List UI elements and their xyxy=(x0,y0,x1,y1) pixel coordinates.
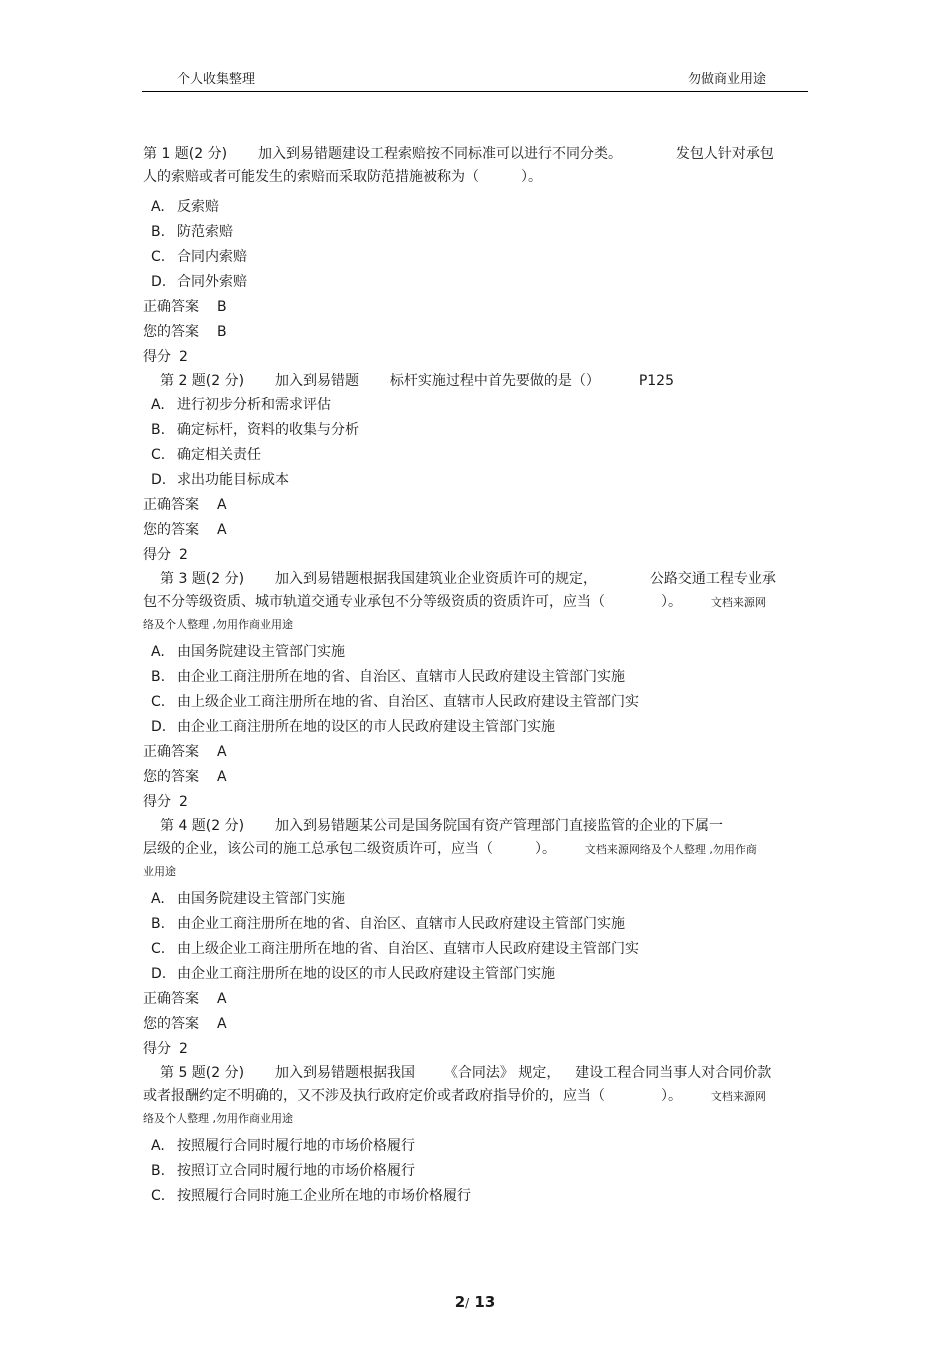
question-text: 《合同法》 规定， xyxy=(443,1065,561,1081)
your-answer-label: 您的答案 xyxy=(143,324,199,340)
option-letter: C. xyxy=(151,694,166,710)
your-answer-label: 您的答案 xyxy=(143,522,199,538)
page-reference: P125 xyxy=(638,373,674,389)
option-letter: C. xyxy=(151,249,166,265)
page-number xyxy=(0,1293,950,1311)
header-left-text: 个人收集整理 xyxy=(177,72,256,87)
option-a[interactable] xyxy=(143,640,808,665)
your-answer-label: 您的答案 xyxy=(143,1016,199,1032)
option-b[interactable] xyxy=(143,220,808,245)
your-answer-row xyxy=(143,320,808,345)
correct-answer-label: 正确答案 xyxy=(143,744,199,760)
option-letter: A. xyxy=(151,199,165,215)
total-pages: 13 xyxy=(474,1293,496,1311)
correct-answer-row xyxy=(143,295,808,320)
question-text: 建设工程合同当事人对合同价款 xyxy=(575,1065,772,1081)
correct-answer-value: A xyxy=(217,497,227,513)
option-b[interactable] xyxy=(143,1159,808,1184)
question-head xyxy=(143,1062,808,1085)
option-a[interactable] xyxy=(143,887,808,912)
correct-answer-row xyxy=(143,740,808,765)
your-answer-row xyxy=(143,765,808,790)
option-letter: C. xyxy=(151,941,166,957)
question-text-cont xyxy=(143,838,808,861)
option-c[interactable] xyxy=(143,443,808,468)
question-text: 或者报酬约定不明确的，又不涉及执行政府定价或者政府指导价的，应当（ ）。 xyxy=(143,1088,682,1104)
your-answer-row xyxy=(143,1012,808,1037)
current-page: 2 xyxy=(454,1293,466,1311)
option-letter: A. xyxy=(151,891,165,907)
option-letter: A. xyxy=(151,644,165,660)
question-text: 加入到易错题某公司是国务院国有资产管理部门直接监管的企业的下属一 xyxy=(275,818,723,834)
option-letter: A. xyxy=(151,1138,165,1154)
page-separator: / xyxy=(465,1296,470,1310)
option-text: 由国务院建设主管部门实施 xyxy=(177,891,345,907)
option-letter: B. xyxy=(151,224,166,240)
option-a[interactable] xyxy=(143,195,808,220)
option-letter: D. xyxy=(151,472,167,488)
score-label: 得分 xyxy=(143,547,171,563)
question-text: 包不分等级资质、城市轨道交通专业承包不分等级资质的资质许可，应当（ ）。 xyxy=(143,594,682,610)
header-right-text: 勿做商业用途 xyxy=(688,72,767,87)
correct-answer-value: A xyxy=(217,991,227,1007)
score-value: 2 xyxy=(179,1041,188,1057)
correct-answer-row xyxy=(143,493,808,518)
option-text: 由企业工商注册所在地的省、自治区、直辖市人民政府建设主管部门实施 xyxy=(177,669,625,685)
your-answer-row xyxy=(143,518,808,543)
option-d[interactable] xyxy=(143,962,808,987)
option-letter: B. xyxy=(151,669,166,685)
question-text-cont xyxy=(143,591,808,614)
option-a[interactable] xyxy=(143,393,808,418)
question-list xyxy=(143,143,808,1209)
option-text: 求出功能目标成本 xyxy=(177,472,289,488)
option-text: 由企业工商注册所在地的设区的市人民政府建设主管部门实施 xyxy=(177,966,555,982)
score-row xyxy=(143,543,808,568)
question-3 xyxy=(143,568,808,815)
score-value: 2 xyxy=(179,794,188,810)
question-head xyxy=(143,370,808,393)
question-text: 加入到易错题 xyxy=(275,373,359,389)
source-note: 文档来源网 xyxy=(710,1090,766,1103)
score-label: 得分 xyxy=(143,794,171,810)
your-answer-value: A xyxy=(217,522,227,538)
option-text: 合同外索赔 xyxy=(177,274,247,290)
your-answer-value: A xyxy=(217,769,227,785)
option-letter: A. xyxy=(151,397,165,413)
option-text: 合同内索赔 xyxy=(177,249,247,265)
score-label: 得分 xyxy=(143,1041,171,1057)
question-head xyxy=(143,568,808,591)
score-value: 2 xyxy=(179,349,188,365)
question-number: 第 5 题(2 分) xyxy=(160,1065,245,1081)
question-5 xyxy=(143,1062,808,1209)
header-divider xyxy=(142,91,808,92)
option-c[interactable] xyxy=(143,1184,808,1209)
option-text: 按照订立合同时履行地的市场价格履行 xyxy=(177,1163,415,1179)
your-answer-label: 您的答案 xyxy=(143,769,199,785)
option-text: 确定标杆，资料的收集与分析 xyxy=(177,422,359,438)
option-d[interactable] xyxy=(143,270,808,295)
question-1 xyxy=(143,143,808,370)
option-c[interactable] xyxy=(143,690,808,715)
score-label: 得分 xyxy=(143,349,171,365)
option-letter: B. xyxy=(151,1163,166,1179)
option-letter: D. xyxy=(151,966,167,982)
question-4 xyxy=(143,815,808,1062)
question-number: 第 2 题(2 分) xyxy=(160,373,245,389)
correct-answer-label: 正确答案 xyxy=(143,299,199,315)
question-text: 标杆实施过程中首先要做的是（） xyxy=(389,373,600,389)
score-row xyxy=(143,790,808,815)
question-number: 第 3 题(2 分) xyxy=(160,571,245,587)
score-row xyxy=(143,1037,808,1062)
option-text: 进行初步分析和需求评估 xyxy=(177,397,331,413)
option-text: 由上级企业工商注册所在地的省、自治区、直辖市人民政府建设主管部门实 xyxy=(177,941,639,957)
option-b[interactable] xyxy=(143,418,808,443)
score-value: 2 xyxy=(179,547,188,563)
your-answer-value: B xyxy=(217,324,227,340)
question-text: 公路交通工程专业承 xyxy=(649,571,776,587)
correct-answer-label: 正确答案 xyxy=(143,991,199,1007)
option-c[interactable] xyxy=(143,937,808,962)
option-letter: B. xyxy=(151,422,166,438)
question-head xyxy=(143,143,808,166)
option-text: 反索赔 xyxy=(177,199,219,215)
option-text: 由上级企业工商注册所在地的省、自治区、直辖市人民政府建设主管部门实 xyxy=(177,694,639,710)
option-text: 按照履行合同时履行地的市场价格履行 xyxy=(177,1138,415,1154)
option-letter: C. xyxy=(151,1188,166,1204)
source-note-cont: 业用途 xyxy=(143,865,176,878)
option-d[interactable] xyxy=(143,468,808,493)
option-letter: D. xyxy=(151,274,167,290)
source-note-cont: 络及个人整理 ,勿用作商业用途 xyxy=(143,1112,293,1125)
question-number: 第 4 题(2 分) xyxy=(160,818,245,834)
question-text: 发包人针对承包 xyxy=(675,146,774,162)
question-text: 加入到易错题根据我国建筑业企业资质许可的规定， xyxy=(275,571,597,587)
source-note: 文档来源网络及个人整理 ,勿用作商 xyxy=(584,843,757,856)
option-text: 按照履行合同时施工企业所在地的市场价格履行 xyxy=(177,1188,471,1204)
question-text-cont xyxy=(143,1085,808,1108)
question-text: 层级的企业，该公司的施工总承包二级资质许可，应当（ ）。 xyxy=(143,841,556,857)
question-2 xyxy=(143,370,808,568)
correct-answer-row xyxy=(143,987,808,1012)
correct-answer-value: A xyxy=(217,744,227,760)
option-text: 防范索赔 xyxy=(177,224,233,240)
option-a[interactable] xyxy=(143,1134,808,1159)
correct-answer-value: B xyxy=(217,299,227,315)
option-letter: D. xyxy=(151,719,167,735)
question-head xyxy=(143,815,808,838)
option-b[interactable] xyxy=(143,665,808,690)
option-c[interactable] xyxy=(143,245,808,270)
correct-answer-label: 正确答案 xyxy=(143,497,199,513)
question-text: 加入到易错题建设工程索赔按不同标准可以进行不同分类。 xyxy=(258,146,622,162)
option-b[interactable] xyxy=(143,912,808,937)
source-note: 文档来源网 xyxy=(710,596,766,609)
option-letter: B. xyxy=(151,916,166,932)
score-row xyxy=(143,345,808,370)
option-text: 由企业工商注册所在地的设区的市人民政府建设主管部门实施 xyxy=(177,719,555,735)
question-text-cont: 人的索赔或者可能发生的索赔而采取防范措施被称为（ ）。 xyxy=(143,169,542,185)
your-answer-value: A xyxy=(217,1016,227,1032)
option-letter: C. xyxy=(151,447,166,463)
option-text: 由国务院建设主管部门实施 xyxy=(177,644,345,660)
question-number: 第 1 题(2 分) xyxy=(143,146,228,162)
source-note-cont: 络及个人整理 ,勿用作商业用途 xyxy=(143,618,293,631)
question-text: 加入到易错题根据我国 xyxy=(275,1065,415,1081)
option-text: 确定相关责任 xyxy=(177,447,261,463)
option-text: 由企业工商注册所在地的省、自治区、直辖市人民政府建设主管部门实施 xyxy=(177,916,625,932)
option-d[interactable] xyxy=(143,715,808,740)
